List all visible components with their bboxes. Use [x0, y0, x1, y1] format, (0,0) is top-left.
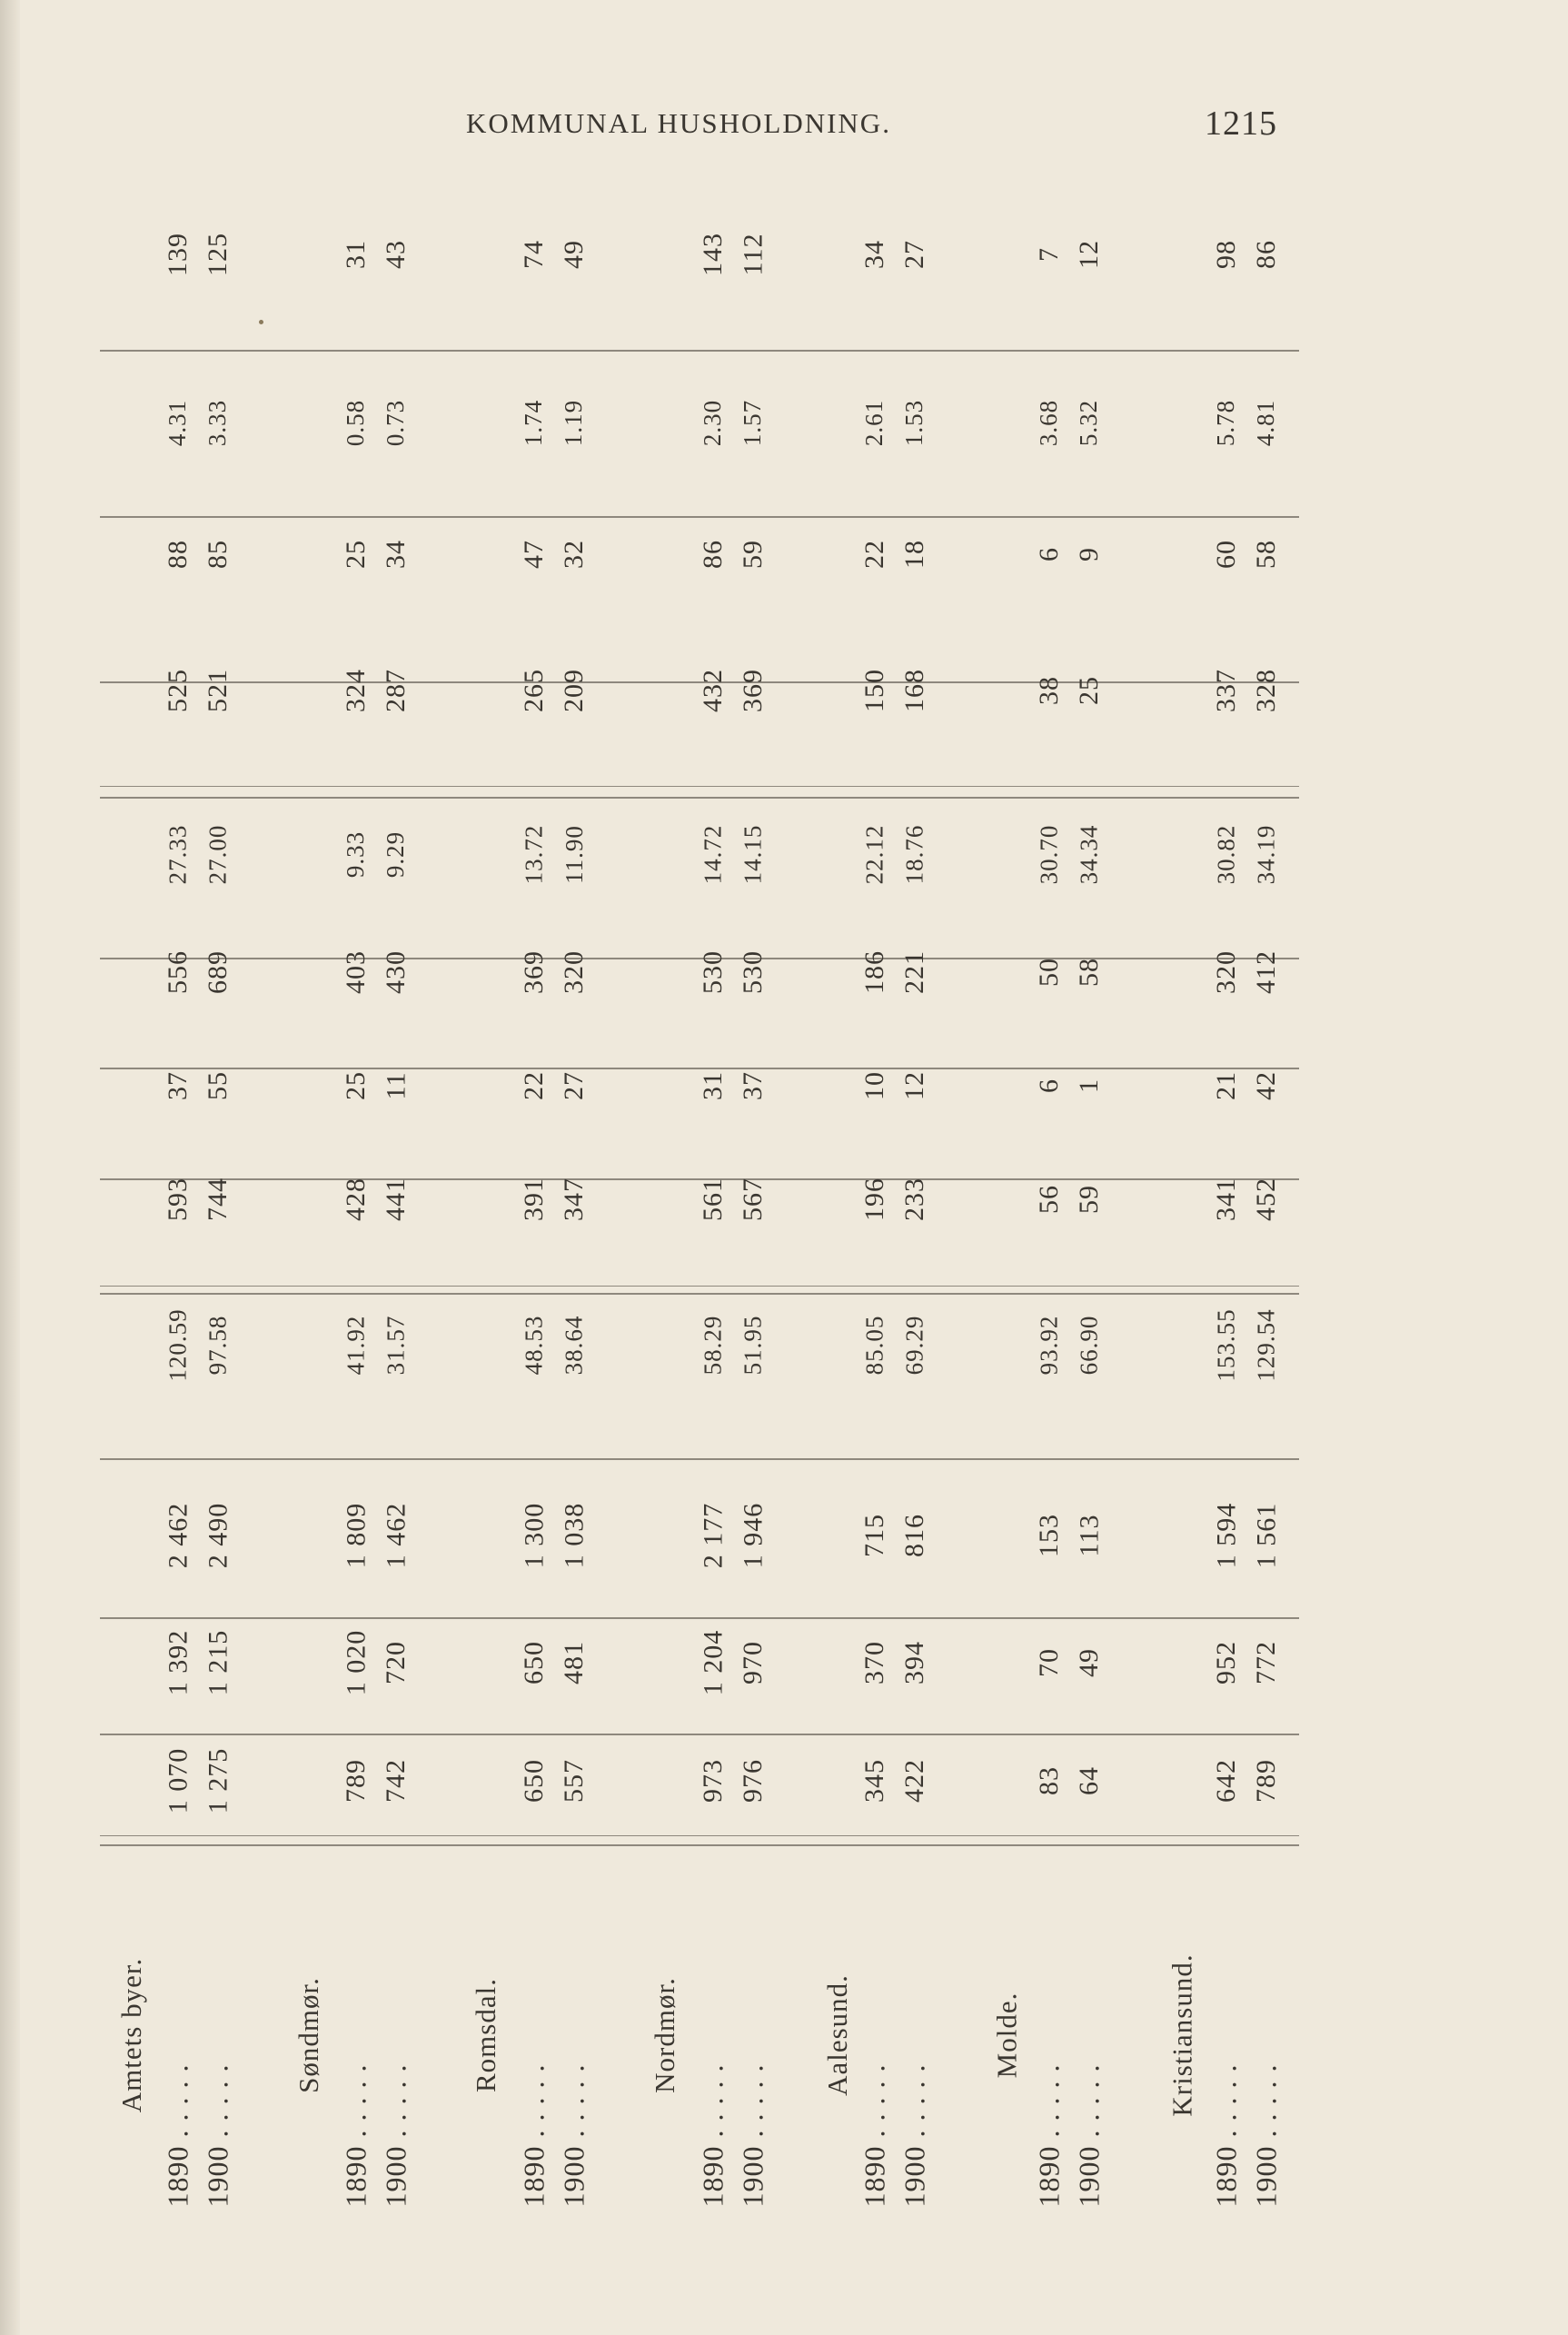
table-cell-value: 441: [381, 1177, 411, 1221]
table-cell-value: 452: [1251, 1177, 1281, 1221]
table-cell: [1241, 500, 1292, 609]
table-cell-value: 742: [381, 1759, 411, 1803]
group-label: [460, 1872, 512, 2199]
table-cell-value: 38: [1034, 676, 1064, 705]
table-cell: [728, 1604, 779, 1722]
table-cell: [728, 173, 779, 336]
table-cell: [1064, 1263, 1115, 1426]
table-cell-value: 970: [738, 1641, 768, 1684]
table-cell-value: 31.57: [382, 1315, 410, 1375]
table-cell-value: 341: [1211, 1177, 1241, 1221]
table-cell-value: 21: [1211, 1071, 1241, 1100]
table-cell-value: 49: [1074, 1648, 1104, 1677]
table-cell: [1241, 918, 1292, 1027]
group-label-text: Aalesund.: [821, 1974, 853, 2096]
table-cell-value: 42: [1251, 1071, 1281, 1100]
table-cell-value: 816: [899, 1514, 929, 1557]
table-cell-value: 25: [1074, 676, 1104, 705]
table-cell: [549, 500, 600, 609]
table-cell-value: 186: [859, 950, 889, 994]
table-cell-value: 2.61: [860, 399, 888, 446]
table-cell: [728, 627, 779, 754]
table-cell-value: 38.64: [560, 1315, 588, 1375]
table-cell-value: 347: [559, 1177, 589, 1221]
table-cell-value: 58.29: [699, 1315, 727, 1375]
table-cell: [371, 1713, 422, 1849]
table-cell-value: 650: [519, 1759, 549, 1803]
table-cell: [193, 1145, 243, 1254]
table-cell-value: 324: [341, 669, 371, 712]
table-cell-value: 287: [381, 669, 411, 712]
table-cell-value: 32: [559, 540, 589, 569]
table-cell: [889, 781, 940, 927]
table-cell-value: 715: [859, 1514, 889, 1557]
row-year-text: 1890 . . . . .: [696, 2063, 729, 2207]
table-cell-value: 430: [381, 950, 411, 994]
table-cell-value: 66.90: [1075, 1315, 1103, 1375]
table-cell: [889, 354, 940, 491]
table-cell-value: 196: [859, 1177, 889, 1221]
table-cell-value: 412: [1251, 950, 1281, 994]
table-cell-value: 5.32: [1075, 399, 1103, 446]
row-year-label: [192, 1972, 244, 2299]
table-cell: [728, 1713, 779, 1849]
table-cell: [1241, 1604, 1292, 1722]
table-cell-value: 422: [899, 1759, 929, 1803]
table-cell: [193, 354, 243, 491]
table-cell-value: 1 462: [381, 1502, 411, 1569]
table-cell-value: 27: [559, 1071, 589, 1100]
table-cell-value: 432: [698, 669, 728, 712]
table-cell-value: 143: [698, 233, 728, 276]
table-cell-value: 525: [163, 669, 193, 712]
table-cell-value: 27.33: [164, 824, 192, 884]
table-cell-value: 1 946: [738, 1502, 768, 1569]
table-cell: [193, 1040, 243, 1131]
running-title: KOMMUNAL HUSHOLDNING.: [466, 107, 891, 139]
table-cell-value: 720: [381, 1641, 411, 1684]
table-cell-value: 642: [1211, 1759, 1241, 1803]
table-cell-value: 37: [738, 1071, 768, 1100]
table-cell-value: 5.78: [1212, 399, 1240, 446]
table-cell: [889, 500, 940, 609]
table-cell-value: 25: [341, 540, 371, 569]
table-cell: [889, 1145, 940, 1254]
group-label-text: Romsdal.: [470, 1978, 502, 2092]
table-cell-value: 1 038: [559, 1502, 589, 1569]
table-cell-value: 428: [341, 1177, 371, 1221]
table-cell-value: 2.30: [699, 399, 727, 446]
table-cell-value: 557: [559, 1759, 589, 1803]
table-cell: [371, 781, 422, 927]
table-cell: [889, 1713, 940, 1849]
table-cell-value: 481: [559, 1641, 589, 1684]
table-cell-value: 7: [1034, 247, 1064, 262]
table-cell: [549, 918, 600, 1027]
table-cell-value: 789: [341, 1759, 371, 1803]
table-cell-value: 530: [738, 950, 768, 994]
table-cell-value: 27: [899, 240, 929, 269]
table-cell-value: 4.31: [164, 399, 192, 446]
table-cell-value: 70: [1034, 1648, 1064, 1677]
table-cell-value: 49: [559, 240, 589, 269]
table-cell: [889, 918, 940, 1027]
table-cell-value: 567: [738, 1177, 768, 1221]
table-cell: [889, 1604, 940, 1722]
table-cell-value: 2 490: [203, 1502, 233, 1569]
table-cell: [1064, 1040, 1115, 1131]
table-cell-value: 69.29: [900, 1315, 928, 1375]
table-cell-value: 58: [1074, 958, 1104, 987]
table-cell: [193, 1713, 243, 1849]
table-cell: [1064, 173, 1115, 336]
table-cell: [549, 1040, 600, 1131]
table-cell-value: 18: [899, 540, 929, 569]
table-cell: [728, 1145, 779, 1254]
table-cell-value: 265: [519, 669, 549, 712]
table-cell: [1241, 781, 1292, 927]
table-cell-value: 85: [203, 540, 233, 569]
table-cell: [1241, 1263, 1292, 1426]
row-year-text: 1890 . . . . .: [339, 2063, 372, 2207]
table-cell-value: 1 275: [203, 1747, 233, 1814]
table-cell-value: 345: [859, 1759, 889, 1803]
row-year-label: [548, 1972, 600, 2299]
row-year-text: 1900 . . . . .: [201, 2063, 234, 2207]
group-label-text: Amtets byer.: [115, 1957, 148, 2113]
row-year-label: [727, 1972, 779, 2299]
table-cell: [371, 1467, 422, 1604]
table-cell-value: 1 809: [341, 1502, 371, 1569]
row-year-text: 1890 . . . . .: [161, 2063, 194, 2207]
table-cell: [371, 627, 422, 754]
table-cell-value: 22: [519, 1071, 549, 1100]
table-cell-value: 650: [519, 1641, 549, 1684]
table-cell-value: 394: [899, 1641, 929, 1684]
table-cell-value: 521: [203, 669, 233, 712]
table-cell-value: 370: [859, 1641, 889, 1684]
table-cell: [193, 173, 243, 336]
row-year-text: 1890 . . . . .: [1209, 2063, 1243, 2207]
table-cell-value: 976: [738, 1759, 768, 1803]
table-cell-value: 1.53: [900, 399, 928, 446]
table-cell-value: 3.33: [203, 399, 232, 446]
table-cell: [549, 1467, 600, 1604]
table-cell-value: 59: [738, 540, 768, 569]
table-cell: [728, 1263, 779, 1426]
row-year-text: 1900 . . . . .: [379, 2063, 412, 2207]
table-cell-value: 85.05: [860, 1315, 888, 1375]
table-cell-value: 86: [698, 540, 728, 569]
table-cell-value: 6: [1034, 547, 1064, 561]
table-cell: [193, 1467, 243, 1604]
table-cell-value: 1.57: [739, 399, 767, 446]
table-cell: [1064, 627, 1115, 754]
table-cell: [728, 781, 779, 927]
row-year-text: 1900 . . . . .: [557, 2063, 590, 2207]
table-cell-value: 391: [519, 1177, 549, 1221]
table-cell: [193, 1604, 243, 1722]
table-cell: [549, 627, 600, 754]
table-cell-value: 744: [203, 1177, 233, 1221]
table-cell-value: 153.55: [1212, 1307, 1240, 1382]
table-cell-value: 1 204: [698, 1629, 728, 1696]
table-cell-value: 3.68: [1035, 399, 1063, 446]
row-year-label: [370, 1972, 422, 2299]
table-cell: [889, 627, 940, 754]
table-cell: [1064, 1604, 1115, 1722]
table-cell-value: 27.00: [203, 824, 232, 884]
table-cell-value: 689: [203, 950, 233, 994]
page-number: 1215: [1205, 104, 1277, 143]
table-cell-value: 86: [1251, 240, 1281, 269]
column-rule: [100, 1458, 1299, 1460]
group-label: [283, 1872, 335, 2199]
table-cell: [371, 1040, 422, 1131]
table-cell: [889, 173, 940, 336]
table-cell-value: 10: [859, 1071, 889, 1100]
table-cell: [728, 1467, 779, 1604]
table-cell-value: 93.92: [1035, 1315, 1063, 1375]
table-cell: [889, 1263, 940, 1426]
table-cell: [1064, 918, 1115, 1027]
table-cell-value: 789: [1251, 1759, 1281, 1803]
group-label-text: Søndmør.: [293, 1977, 324, 2093]
table-cell-value: 209: [559, 669, 589, 712]
table-cell-value: 320: [559, 950, 589, 994]
table-cell-value: 1: [1074, 1078, 1104, 1093]
table-cell: [1241, 173, 1292, 336]
table-cell-value: 30.82: [1212, 824, 1240, 884]
row-year-text: 1890 . . . . .: [517, 2063, 551, 2207]
table-cell-value: 4.81: [1252, 399, 1280, 446]
table-cell-value: 1 392: [163, 1629, 193, 1696]
table-cell-value: 328: [1251, 669, 1281, 712]
table-cell: [371, 500, 422, 609]
table-cell-value: 59: [1074, 1185, 1104, 1214]
table-cell-value: 369: [519, 950, 549, 994]
table-cell-value: 403: [341, 950, 371, 994]
table-cell-value: 14.15: [739, 824, 767, 884]
table-cell-value: 125: [203, 233, 233, 276]
table-cell-value: 1 561: [1251, 1502, 1281, 1569]
table-cell-value: 530: [698, 950, 728, 994]
row-year-text: 1900 . . . . .: [736, 2063, 769, 2207]
row-year-label: [1063, 1972, 1116, 2299]
table-cell: [371, 1604, 422, 1722]
column-rule: [100, 350, 1299, 352]
table-cell: [549, 1604, 600, 1722]
table-cell-value: 369: [738, 669, 768, 712]
row-year-label: [1240, 1972, 1293, 2299]
table-cell-value: 2 462: [163, 1502, 193, 1569]
row-year-text: 1890 . . . . .: [858, 2063, 891, 2207]
table-cell-value: 1 594: [1211, 1502, 1241, 1569]
table-cell-value: 120.59: [164, 1307, 192, 1382]
table-cell-value: 139: [163, 233, 193, 276]
table-cell-value: 153: [1034, 1514, 1064, 1557]
table-cell-value: 25: [341, 1071, 371, 1100]
table-cell-value: 6: [1034, 1078, 1064, 1093]
table-cell: [549, 354, 600, 491]
table-cell-value: 34.34: [1075, 824, 1103, 884]
table-cell-value: 51.95: [739, 1315, 767, 1375]
table-cell-value: 233: [899, 1177, 929, 1221]
table-cell: [371, 918, 422, 1027]
table-cell-value: 973: [698, 1759, 728, 1803]
table-cell-value: 11: [380, 1071, 411, 1100]
group-label-text: Nordmør.: [649, 1977, 680, 2093]
table-cell: [1241, 1145, 1292, 1254]
table-cell-value: 593: [163, 1177, 193, 1221]
table-cell-value: 98: [1211, 240, 1241, 269]
table-cell-value: 12: [1074, 240, 1104, 269]
table-cell: [549, 781, 600, 927]
table-cell-value: 34.19: [1252, 824, 1280, 884]
table-cell-value: 1 215: [203, 1629, 233, 1696]
table-cell: [1241, 1713, 1292, 1849]
table-cell-value: 9.33: [342, 830, 370, 878]
table-cell: [1064, 1467, 1115, 1604]
table-cell-value: 74: [519, 240, 549, 269]
table-cell-value: 13.72: [520, 824, 548, 884]
table-cell: [549, 173, 600, 336]
table-cell-value: 150: [859, 669, 889, 712]
table-cell-value: 9.29: [382, 830, 410, 878]
table-cell: [1241, 1467, 1292, 1604]
table-cell-value: 112: [737, 233, 768, 276]
table-cell: [1064, 1145, 1115, 1254]
table-cell-value: 129.54: [1252, 1307, 1280, 1382]
table-cell: [728, 354, 779, 491]
table-cell-value: 113: [1073, 1514, 1104, 1557]
row-year-text: 1900 . . . . .: [898, 2063, 931, 2207]
table-cell-value: 41.92: [342, 1315, 370, 1375]
table-cell-value: 31: [698, 1071, 728, 1100]
row-year-text: 1890 . . . . .: [1032, 2063, 1066, 2207]
table-cell: [193, 918, 243, 1027]
table-cell: [193, 627, 243, 754]
table-cell-value: 168: [899, 669, 929, 712]
row-year-text: 1900 . . . . .: [1072, 2063, 1106, 2207]
table-cell: [1241, 627, 1292, 754]
table-cell-value: 772: [1251, 1641, 1281, 1684]
table-cell-value: 22: [859, 540, 889, 569]
table-cell-value: 11.90: [560, 824, 588, 884]
group-label: [105, 1872, 158, 2199]
table-cell: [549, 1145, 600, 1254]
table-cell-value: 34: [381, 540, 411, 569]
table-cell-value: 83: [1034, 1766, 1064, 1795]
table-cell-value: 55: [203, 1071, 233, 1100]
table-cell-value: 48.53: [520, 1315, 548, 1375]
table-cell: [1241, 1040, 1292, 1131]
table-cell: [1064, 354, 1115, 491]
group-label-text: Molde.: [990, 1992, 1022, 2079]
table-cell: [728, 500, 779, 609]
table-cell-value: 47: [519, 540, 549, 569]
table-cell-value: 2 177: [698, 1502, 728, 1569]
table-cell: [1064, 781, 1115, 927]
table-cell-value: 56: [1034, 1185, 1064, 1214]
table-cell-value: 12: [899, 1071, 929, 1100]
table-cell-value: 30.70: [1035, 824, 1063, 884]
table-cell-value: 1 300: [519, 1502, 549, 1569]
table-cell: [889, 1467, 940, 1604]
table-cell-value: 43: [381, 240, 411, 269]
table-cell-value: 97.58: [203, 1315, 232, 1375]
table-cell: [193, 781, 243, 927]
group-label-text: Kristiansund.: [1166, 1953, 1198, 2117]
ink-speck: [259, 320, 263, 324]
table-cell-value: 1.74: [520, 399, 548, 446]
table-cell: [371, 173, 422, 336]
table-cell-value: 556: [163, 950, 193, 994]
table-cell-value: 22.12: [860, 824, 888, 884]
table-cell-value: 0.58: [342, 399, 370, 446]
table-cell: [193, 1263, 243, 1426]
table-cell-value: 88: [163, 540, 193, 569]
table-cell-value: 18.76: [900, 824, 928, 884]
table-cell: [549, 1263, 600, 1426]
table-cell-value: 952: [1211, 1641, 1241, 1684]
table-cell: [1064, 500, 1115, 609]
table-cell-value: 1 070: [163, 1747, 193, 1814]
table-cell: [889, 1040, 940, 1131]
table-cell: [193, 500, 243, 609]
table-cell: [1064, 1713, 1115, 1849]
table-cell: [728, 918, 779, 1027]
table-cell-value: 60: [1211, 540, 1241, 569]
table-cell-value: 37: [163, 1071, 193, 1100]
table-cell-value: 34: [859, 240, 889, 269]
table-cell: [728, 1040, 779, 1131]
row-year-label: [888, 1972, 941, 2299]
table-cell: [549, 1713, 600, 1849]
table-cell-value: 0.73: [382, 399, 410, 446]
table-cell-value: 221: [899, 950, 929, 994]
group-label: [639, 1872, 691, 2199]
table-cell-value: 14.72: [699, 824, 727, 884]
table-cell-value: 320: [1211, 950, 1241, 994]
table-cell: [371, 354, 422, 491]
table-cell-value: 9: [1074, 547, 1104, 561]
table-cell: [371, 1145, 422, 1254]
table-cell-value: 50: [1034, 958, 1064, 987]
table-cell-value: 1.19: [560, 399, 588, 446]
table-cell-value: 64: [1074, 1766, 1104, 1795]
table-cell: [1241, 354, 1292, 491]
table-cell-value: 58: [1251, 540, 1281, 569]
table-cell: [371, 1263, 422, 1426]
table-cell-value: 337: [1211, 669, 1241, 712]
table-cell-value: 1 020: [341, 1629, 371, 1696]
table-cell-value: 561: [698, 1177, 728, 1221]
table-cell-value: 31: [341, 240, 371, 269]
row-year-text: 1900 . . . . .: [1249, 2063, 1283, 2207]
